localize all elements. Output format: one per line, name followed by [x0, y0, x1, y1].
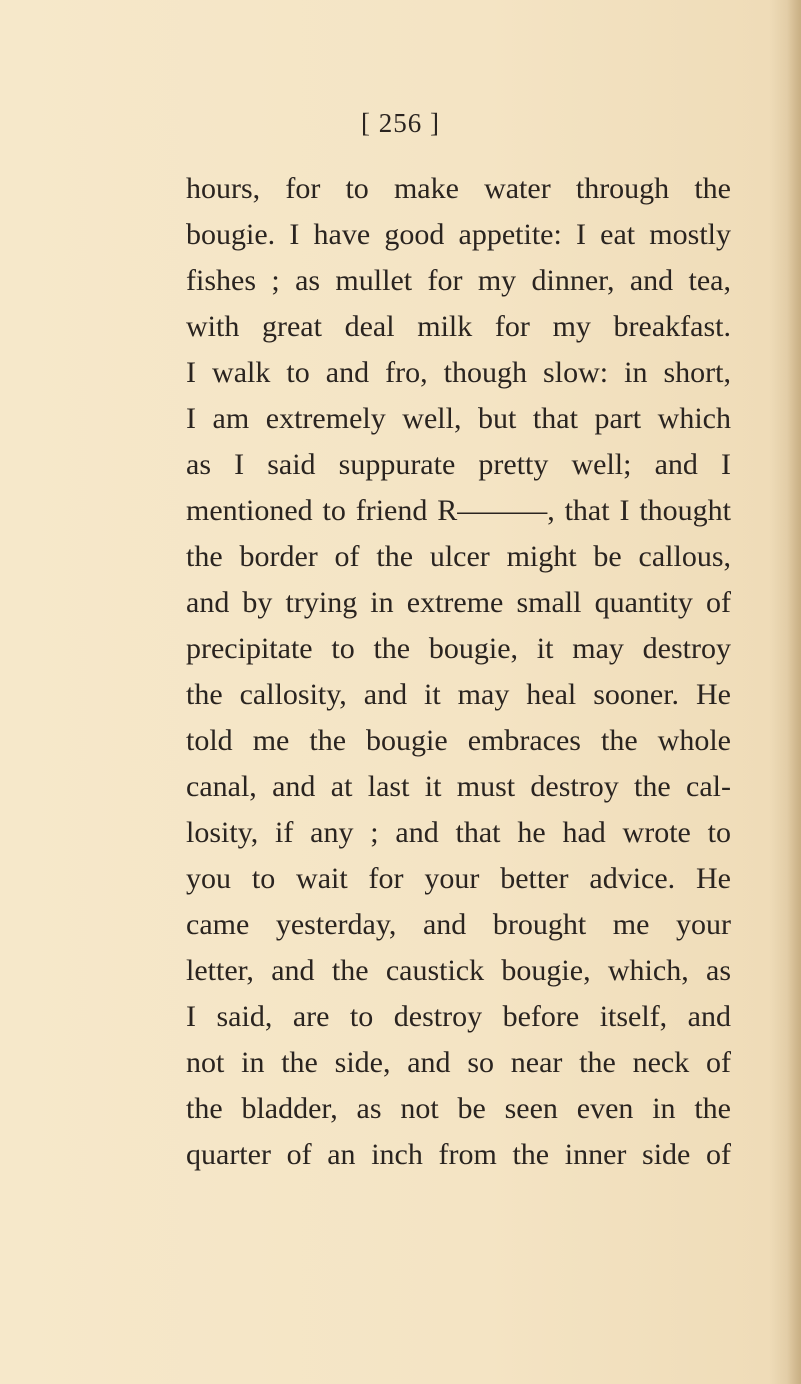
page-edge-shadow	[787, 0, 801, 1384]
text-line: the border of the ulcer might be callous,	[186, 540, 731, 573]
text-line: not in the side, and so near the neck of	[186, 1046, 731, 1079]
text-line: the callosity, and it may heal sooner. He	[186, 678, 731, 711]
text-line: letter, and the caustick bougie, which, as	[186, 954, 731, 987]
text-line: mentioned to friend R———, that I thought	[186, 494, 731, 527]
text-line: the bladder, as not be seen even in the	[186, 1092, 731, 1125]
text-line: hours, for to make water through the	[186, 172, 731, 205]
text-line: and by trying in extreme small quantity of	[186, 586, 731, 619]
text-line: told me the bougie embraces the whole	[186, 724, 731, 757]
body-text	[186, 166, 731, 1178]
text-line: I said, are to destroy before itself, and	[186, 1000, 731, 1033]
text-line: quarter of an inch from the inner side of	[186, 1138, 731, 1171]
text-line: as I said suppurate pretty well; and I	[186, 448, 731, 481]
text-line: precipitate to the bougie, it may destroy	[186, 632, 731, 665]
text-line: canal, and at last it must destroy the cal-	[186, 770, 731, 803]
text-line: fishes ; as mullet for my dinner, and tea,	[186, 264, 731, 297]
text-line: you to wait for your better advice. He	[186, 862, 731, 895]
page-number: [ 256 ]	[361, 108, 440, 138]
text-line: came yesterday, and brought me your	[186, 908, 731, 941]
text-line: with great deal milk for my breakfast.	[186, 310, 731, 343]
text-line: I walk to and fro, though slow: in short,	[186, 356, 731, 389]
text-line: bougie. I have good appetite: I eat mostly	[186, 218, 731, 251]
text-line: losity, if any ; and that he had wrote to	[186, 816, 731, 849]
text-line: I am extremely well, but that part which	[186, 402, 731, 435]
